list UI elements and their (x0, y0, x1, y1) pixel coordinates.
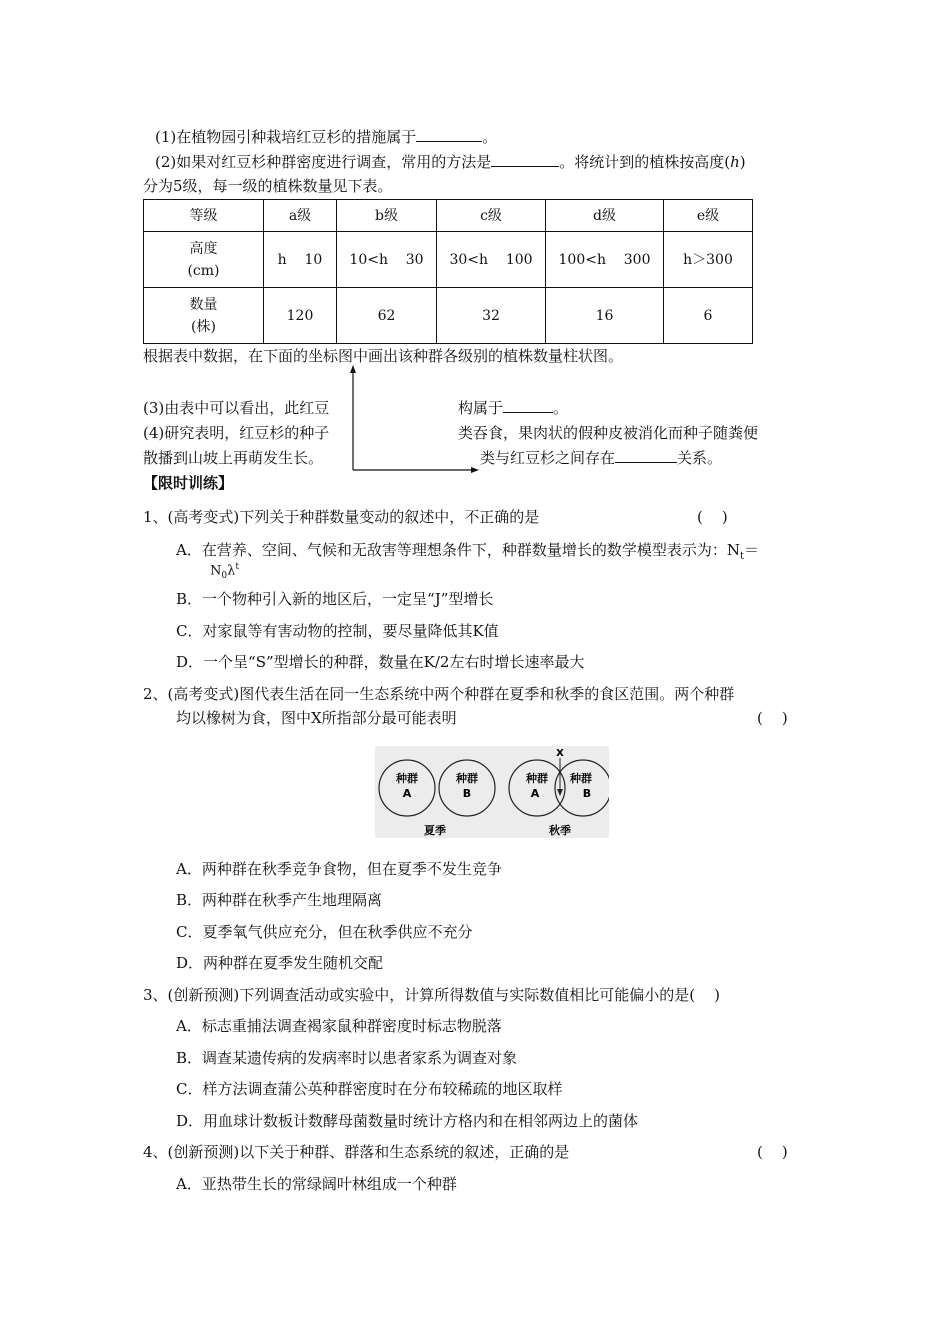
table-cell: h 10 (264, 232, 337, 288)
question-2-option-b[interactable]: B．两种群在秋季产生地理隔离 (176, 891, 383, 909)
table-cell: 120 (264, 288, 337, 344)
question-4-answer-paren[interactable]: ( ) (757, 1143, 788, 1161)
x-axis-arrow-icon (471, 467, 479, 473)
table-header-cell: b级 (337, 200, 437, 232)
autumn-b-label: 种群 (570, 772, 592, 785)
table-cell: 62 (337, 288, 437, 344)
question-2-answer-paren[interactable]: ( ) (757, 709, 788, 727)
question-1-option-a[interactable]: A．在营养、空间、气候和无敌害等理想条件下，种群数量增长的数学模型表示为：$N_t=$ (176, 541, 760, 562)
table-header-cell: c级 (437, 200, 546, 232)
table-cell: 10<h 30 (337, 232, 437, 288)
q1-text: (1)在植物园引种栽培红豆杉的措施属于 (155, 128, 417, 146)
question-1-answer-paren[interactable]: ( ) (697, 508, 728, 526)
question-1-stem: 1、(高考变式)下列关于种群数量变动的叙述中，不正确的是 (143, 508, 540, 526)
table-header-cell: a级 (264, 200, 337, 232)
question-1-option-d[interactable]: D．一个呈“S”型增长的种群，数量在K/2左右时增长速率最大 (176, 653, 585, 671)
question-3-option-b[interactable]: B．调查某遗传病的发病率时以患者家系为调查对象 (176, 1049, 518, 1067)
question-2-option-d[interactable]: D．两种群在夏季发生随机交配 (176, 954, 384, 972)
autumn-a-letter: A (530, 787, 540, 800)
summer-b-letter: B (462, 787, 472, 800)
table-header-cell: d级 (546, 200, 664, 232)
question-1-option-b[interactable]: B．一个物种引入新的地区后，一定呈“J”型增长 (176, 590, 494, 608)
table-cell: 6 (664, 288, 753, 344)
question-3-option-d[interactable]: D．用血球计数板计数酵母菌数量时统计方格内和在相邻两边上的菌体 (176, 1112, 639, 1130)
section-title: 【限时训练】 (143, 474, 234, 492)
q4-right: 类吞食，果肉状的假种皮被消化而种子随粪便 (458, 424, 759, 442)
after-table-text: 根据表中数据，在下面的坐标图中画出该种群各级别的植株数量柱状图。 (143, 347, 624, 365)
table-row-count (144, 288, 753, 344)
summer-caption: 夏季 (424, 824, 446, 837)
question-3-stem: 3、(创新预测)下列调查活动或实验中，计算所得数值与实际数值相比可能偏小的是( ) (143, 986, 721, 1004)
q1-line: (1)在植物园引种栽培红豆杉的措施属于 。 (155, 128, 498, 146)
q1-blank[interactable] (416, 127, 482, 142)
q2-line: (2)如果对红豆杉种群密度进行调查，常用的方法是 。将统计到的植株按高度(h) (155, 153, 746, 171)
table-header-cell: 等级 (144, 200, 264, 232)
blank-coordinate-axes[interactable] (345, 364, 485, 480)
height-grade-table (143, 199, 753, 344)
table-header-row (144, 200, 753, 232)
table-cell: 32 (437, 288, 546, 344)
y-axis-arrow-icon (350, 365, 356, 373)
row-label-count: 数量 (株) (144, 288, 264, 344)
q4-blank[interactable] (615, 448, 677, 463)
summer-b-label: 种群 (456, 772, 478, 785)
table-cell: 30<h 100 (437, 232, 546, 288)
question-4-option-a[interactable]: A．亚热带生长的常绿阔叶林组成一个种群 (176, 1175, 457, 1193)
question-2-option-c[interactable]: C．夏季氧气供应充分，但在秋季供应不充分 (176, 923, 473, 941)
autumn-a-label: 种群 (526, 772, 548, 785)
q3-blank[interactable] (503, 398, 553, 413)
q4-line2-right: 类与红豆杉之间存在 关系。 (480, 449, 723, 467)
q4-line2-left: 散播到山坡上再萌发生长。 (143, 449, 324, 467)
q4-left: (4)研究表明，红豆杉的种子 (143, 424, 330, 442)
question-3-option-c[interactable]: C．样方法调查蒲公英种群密度时在分布较稀疏的地区取样 (176, 1080, 563, 1098)
q3-right: 构属于 。 (458, 399, 569, 417)
table-header-cell: e级 (664, 200, 753, 232)
q3-left: (3)由表中可以看出，此红豆 (143, 399, 330, 417)
question-1-option-a-formula: $N_0\lambda^t$ (210, 562, 239, 581)
table-cell: 100<h 300 (546, 232, 664, 288)
question-2-option-a[interactable]: A．两种群在秋季竞争食物，但在夏季不发生竞争 (176, 860, 502, 878)
q2-line2: 分为5级，每一级的植株数量见下表。 (143, 177, 393, 195)
x-label: X (556, 748, 564, 759)
table-cell: 16 (546, 288, 664, 344)
row-label-height: 高度 (cm) (144, 232, 264, 288)
summer-a-letter: A (402, 787, 412, 800)
summer-a-label: 种群 (396, 772, 418, 785)
table-cell: h＞300 (664, 232, 753, 288)
q2-text: (2)如果对红豆杉种群密度进行调查，常用的方法是 (155, 153, 492, 171)
question-2-stem: 2、(高考变式)图代表生活在同一生态系统中两个种群在夏季和秋季的食区范围。两个种群 (143, 685, 735, 703)
table-row-height (144, 232, 753, 288)
question-1-option-c[interactable]: C．对家鼠等有害动物的控制，要尽量降低其K值 (176, 622, 499, 640)
q2-blank[interactable] (491, 152, 559, 167)
question-3-option-a[interactable]: A．标志重捕法调查褐家鼠种群密度时标志物脱落 (176, 1017, 502, 1035)
population-range-figure (375, 746, 609, 838)
autumn-b-letter: B (582, 787, 592, 800)
autumn-caption: 秋季 (549, 824, 571, 837)
question-4-stem: 4、(创新预测)以下关于种群、群落和生态系统的叙述，正确的是 (143, 1143, 570, 1161)
x-pointer-arrow-icon (557, 789, 563, 796)
question-2-stem-line2: 均以橡树为食，图中X所指部分最可能表明 (176, 709, 457, 727)
